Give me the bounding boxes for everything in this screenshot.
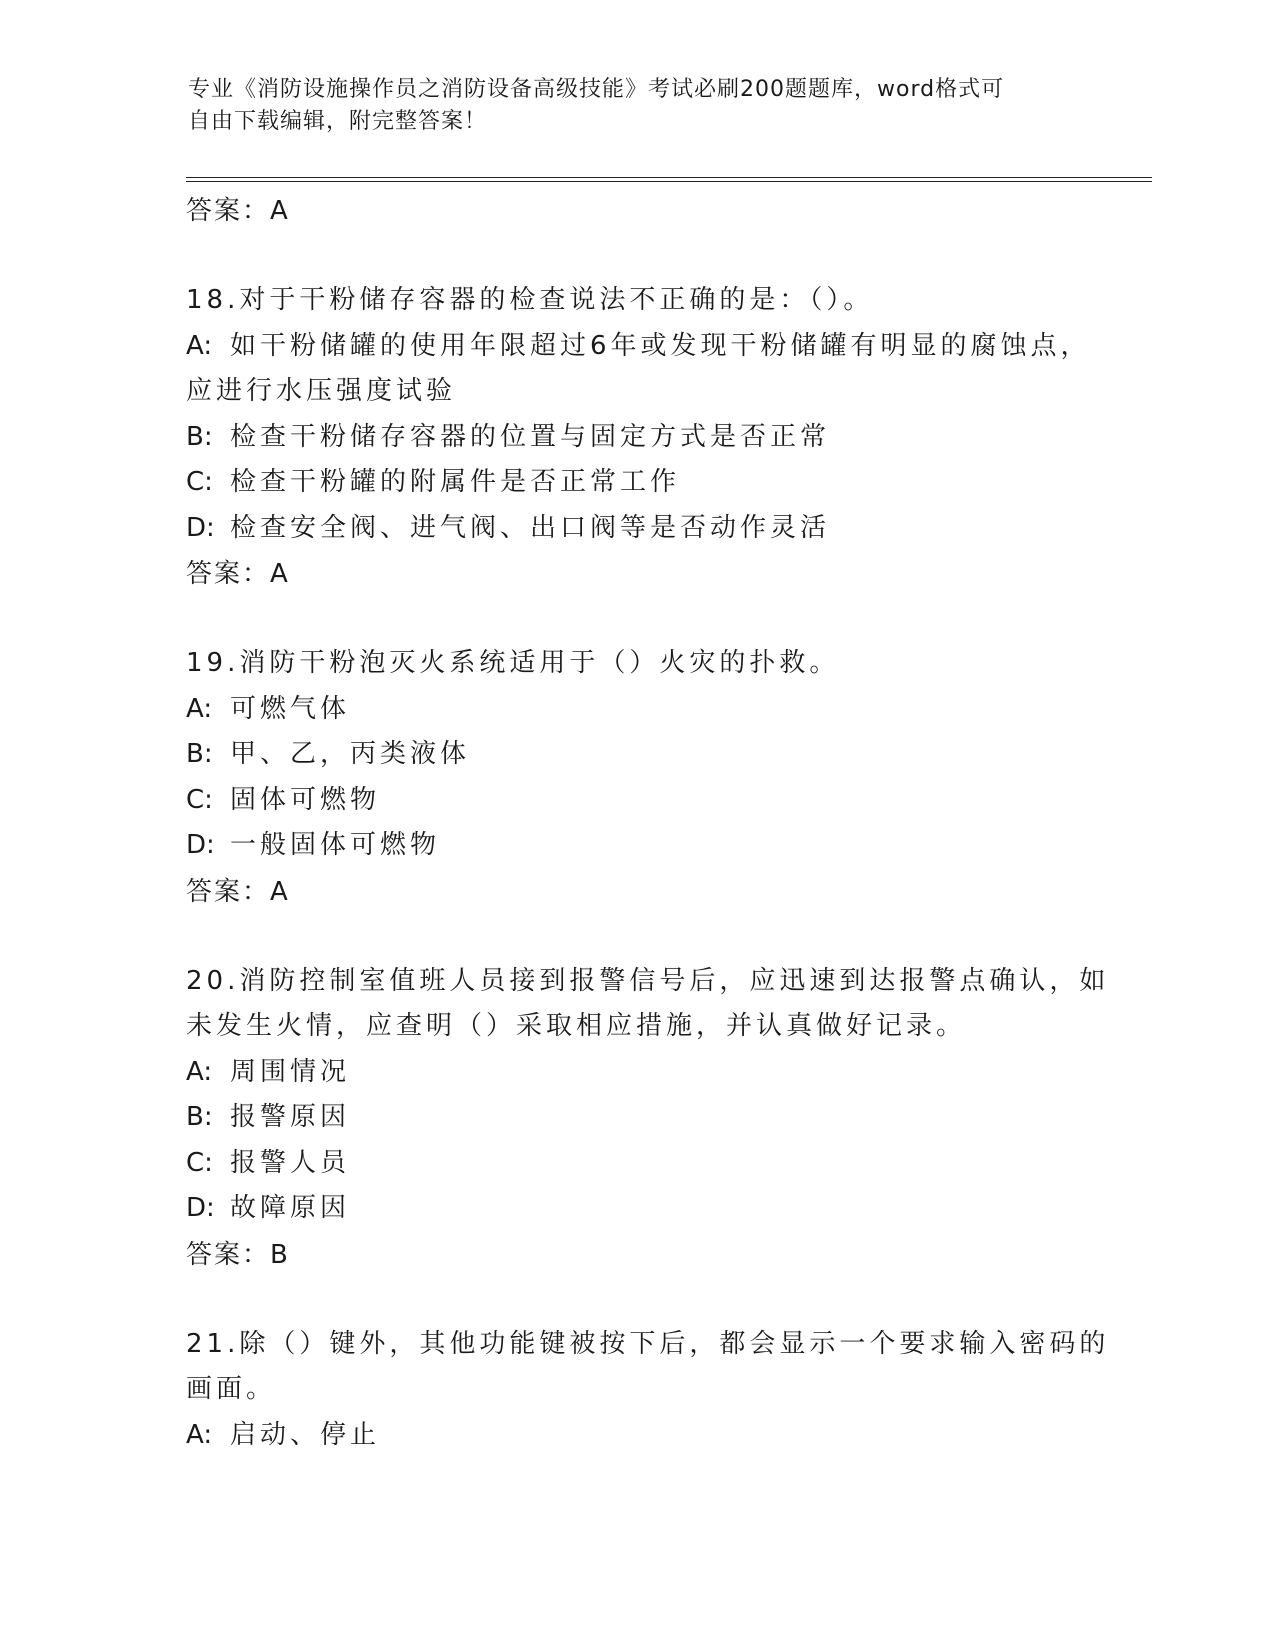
option-line	[186, 1095, 1086, 1141]
question-stem: 19.消防干粉泡灭火系统适用于（）火灾的扑救。	[186, 648, 840, 678]
option-text: 检查干粉储存容器的位置与固定方式是否正常	[230, 421, 831, 452]
answer-label: 答案：	[186, 876, 271, 907]
question-block	[186, 278, 1091, 597]
header-line-2: 自由下载编辑，附完整答案！	[188, 109, 488, 134]
question-block	[186, 1322, 1110, 1459]
answer-label: 答案：	[186, 196, 271, 226]
option-letter: C:	[186, 784, 213, 815]
question-block	[186, 641, 1086, 915]
option-text: 报警原因	[230, 1102, 351, 1132]
option-text: 固体可燃物	[230, 784, 381, 815]
option-text: 可燃气体	[230, 693, 351, 724]
option-letter: D:	[186, 512, 215, 543]
option-line	[186, 732, 1086, 778]
header-line-1: 专业《消防设施操作员之消防设备高级技能》考试必刷200题题库，word格式可	[188, 77, 1005, 102]
answer-label: 答案：	[186, 1239, 271, 1270]
option-line	[186, 415, 1086, 461]
option-letter: D:	[186, 1193, 215, 1223]
answer-value: A	[270, 559, 289, 589]
option-text: 故障原因	[230, 1193, 351, 1223]
answer-line	[186, 551, 1086, 597]
option-letter: A:	[186, 693, 213, 724]
option-line	[186, 1413, 1086, 1459]
option-text: 检查干粉罐的附属件是否正常工作	[230, 467, 681, 497]
option-line	[186, 506, 1086, 552]
answer-label: 答案：	[186, 559, 271, 589]
question-stem: 画面。	[186, 1374, 277, 1404]
option-line	[186, 460, 1086, 506]
option-line	[186, 1141, 1086, 1187]
header-rule-bottom	[186, 181, 1152, 182]
option-line	[186, 1050, 1086, 1096]
option-line	[186, 778, 1086, 824]
answer-line	[186, 1232, 1086, 1278]
previous-answer	[186, 188, 1086, 234]
option-text: 如干粉储罐的使用年限超过6年或发现干粉储罐有明显的腐蚀点，	[230, 330, 1091, 361]
option-letter: A:	[186, 330, 213, 361]
option-text: 启动、停止	[230, 1419, 381, 1450]
question-stem: 18.对于干粉储存容器的检查说法不正确的是：（）。	[186, 285, 874, 315]
option-text: 应进行水压强度试验	[186, 376, 457, 406]
option-letter: D:	[186, 830, 215, 860]
option-line	[186, 823, 1086, 869]
answer-value: A	[270, 876, 289, 907]
option-text: 甲、乙，丙类液体	[230, 739, 471, 769]
question-stem: 未发生火情，应查明（）采取相应措施，并认真做好记录。	[186, 1011, 967, 1041]
option-text: 周围情况	[230, 1056, 351, 1087]
option-line	[186, 1186, 1086, 1232]
page-header	[188, 74, 1088, 138]
option-letter: C:	[186, 1147, 213, 1178]
answer-value: B	[270, 1239, 289, 1270]
option-letter: B:	[186, 739, 213, 769]
option-line	[186, 687, 1086, 733]
option-letter: B:	[186, 1102, 213, 1132]
option-text: 检查安全阀、进气阀、出口阀等是否动作灵活	[230, 512, 831, 543]
answer-line	[186, 869, 1086, 915]
question-stem: 20.消防控制室值班人员接到报警信号后，应迅速到达报警点确认，如	[186, 965, 1110, 996]
option-text: 报警人员	[230, 1147, 351, 1178]
option-text: 一般固体可燃物	[230, 830, 441, 860]
option-letter: B:	[186, 421, 213, 452]
question-list	[186, 188, 1110, 1458]
answer-value: A	[270, 196, 289, 226]
header-rule-top	[186, 177, 1152, 178]
option-letter: A:	[186, 1419, 213, 1450]
option-line	[186, 324, 1091, 370]
option-letter: A:	[186, 1056, 213, 1087]
option-line	[186, 369, 1086, 415]
question-stem: 21.除（）键外，其他功能键被按下后，都会显示一个要求输入密码的	[186, 1328, 1110, 1359]
question-block	[186, 959, 1110, 1278]
option-letter: C:	[186, 467, 213, 497]
